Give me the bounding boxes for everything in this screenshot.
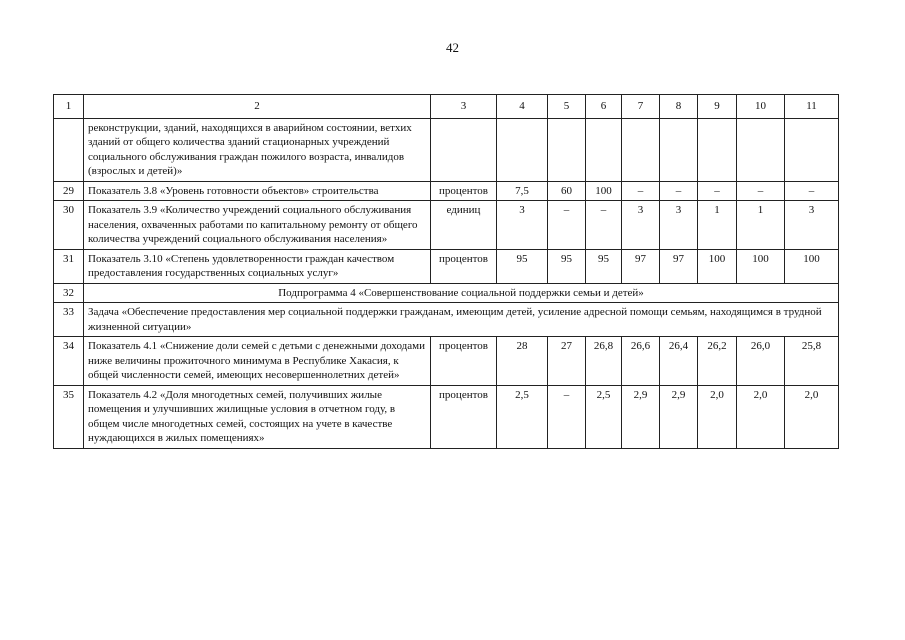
table-row (54, 249, 839, 283)
indicator-value: – (698, 181, 737, 201)
indicator-value: 26,6 (622, 337, 660, 386)
indicator-unit: процентов (431, 249, 497, 283)
indicator-value: 2,9 (660, 385, 698, 448)
column-header: 2 (84, 95, 431, 119)
indicator-value: – (737, 181, 785, 201)
indicator-value: 3 (497, 201, 548, 250)
indicator-value (548, 118, 586, 181)
table-row (54, 118, 839, 181)
row-number (54, 118, 84, 181)
indicator-value: 26,4 (660, 337, 698, 386)
indicator-value: – (548, 201, 586, 250)
indicator-value: 28 (497, 337, 548, 386)
indicator-value (622, 118, 660, 181)
column-header: 1 (54, 95, 84, 119)
page-number: 42 (446, 40, 459, 55)
indicator-value: 1 (698, 201, 737, 250)
column-header: 3 (431, 95, 497, 119)
row-number: 34 (54, 337, 84, 386)
column-header: 4 (497, 95, 548, 119)
indicator-value: – (785, 181, 839, 201)
table-row (54, 283, 839, 303)
row-number: 31 (54, 249, 84, 283)
indicator-value: – (548, 385, 586, 448)
indicators-table (53, 94, 839, 449)
table-header-row (54, 95, 839, 119)
indicator-value: 100 (785, 249, 839, 283)
row-number: 29 (54, 181, 84, 201)
column-header: 10 (737, 95, 785, 119)
indicator-name: Показатель 3.8 «Уровень готовности объектов» строительства (84, 181, 431, 201)
indicator-value: 7,5 (497, 181, 548, 201)
indicator-value: 2,0 (785, 385, 839, 448)
indicator-value: 95 (548, 249, 586, 283)
indicator-unit: процентов (431, 181, 497, 201)
row-number: 35 (54, 385, 84, 448)
indicator-value: 95 (497, 249, 548, 283)
indicator-value: 3 (660, 201, 698, 250)
indicator-name: Показатель 4.1 «Снижение доли семей с детьми с денежными доходами ниже величины прожиточного минимума в Республике Хакасия, к общей численности семей, имеющих несовершеннолетних детей» (84, 337, 431, 386)
task-text: Задача «Обеспечение предоставления мер социальной поддержки гражданам, имеющим детей, усиление адресной помощи семьям, находящимся в трудной жизненной ситуации» (84, 303, 839, 337)
column-header: 5 (548, 95, 586, 119)
indicator-value: 1 (737, 201, 785, 250)
indicator-value: 27 (548, 337, 586, 386)
indicator-value: 3 (622, 201, 660, 250)
table-row (54, 181, 839, 201)
indicator-unit: процентов (431, 385, 497, 448)
indicator-value: 26,2 (698, 337, 737, 386)
indicator-value: 2,9 (622, 385, 660, 448)
column-header: 6 (586, 95, 622, 119)
indicator-unit: единиц (431, 201, 497, 250)
indicator-value (660, 118, 698, 181)
indicator-value (785, 118, 839, 181)
indicator-unit (431, 118, 497, 181)
indicator-unit: процентов (431, 337, 497, 386)
table-row (54, 337, 839, 386)
table-row (54, 201, 839, 250)
indicator-value: 3 (785, 201, 839, 250)
indicator-value: 2,0 (698, 385, 737, 448)
indicator-value: 25,8 (785, 337, 839, 386)
subprogram-heading: Подпрограмма 4 «Совершенствование социальной поддержки семьи и детей» (84, 283, 839, 303)
indicator-value: 97 (660, 249, 698, 283)
indicator-value: 100 (586, 181, 622, 201)
indicator-value: 60 (548, 181, 586, 201)
indicator-value: – (622, 181, 660, 201)
indicator-value: 95 (586, 249, 622, 283)
indicator-value: 100 (737, 249, 785, 283)
column-header: 9 (698, 95, 737, 119)
indicator-value: – (660, 181, 698, 201)
indicator-value: 97 (622, 249, 660, 283)
row-number: 30 (54, 201, 84, 250)
indicator-value (698, 118, 737, 181)
indicator-value (586, 118, 622, 181)
column-header: 11 (785, 95, 839, 119)
indicator-name: Показатель 3.10 «Степень удовлетворенности граждан качеством предоставления государственных социальных услуг» (84, 249, 431, 283)
column-header: 7 (622, 95, 660, 119)
indicator-value: 2,5 (586, 385, 622, 448)
indicator-value: 26,0 (737, 337, 785, 386)
indicator-value: – (586, 201, 622, 250)
indicator-value: 26,8 (586, 337, 622, 386)
indicator-name: Показатель 4.2 «Доля многодетных семей, получивших жилые помещения и улучшивших жилищные условия в отчетном году, в общем числе многодетных семей, состоящих на учете в качестве нуждающихся в жилых помещениях» (84, 385, 431, 448)
table-row (54, 303, 839, 337)
indicator-value: 100 (698, 249, 737, 283)
indicator-name: Показатель 3.9 «Количество учреждений социального обслуживания населения, охваченных работами по капитальному ремонту от общего количества учреждений социального обслуживания населения» (84, 201, 431, 250)
indicator-name: реконструкции, зданий, находящихся в аварийном состоянии, ветхих зданий от общего количества зданий стационарных учреждений социального обслуживания граждан пожилого возраста, инвалидов (взрослых и детей)» (84, 118, 431, 181)
row-number: 32 (54, 283, 84, 303)
indicator-value: 2,0 (737, 385, 785, 448)
indicator-value: 2,5 (497, 385, 548, 448)
table-row (54, 385, 839, 448)
row-number: 33 (54, 303, 84, 337)
indicator-value (737, 118, 785, 181)
column-header: 8 (660, 95, 698, 119)
indicator-value (497, 118, 548, 181)
